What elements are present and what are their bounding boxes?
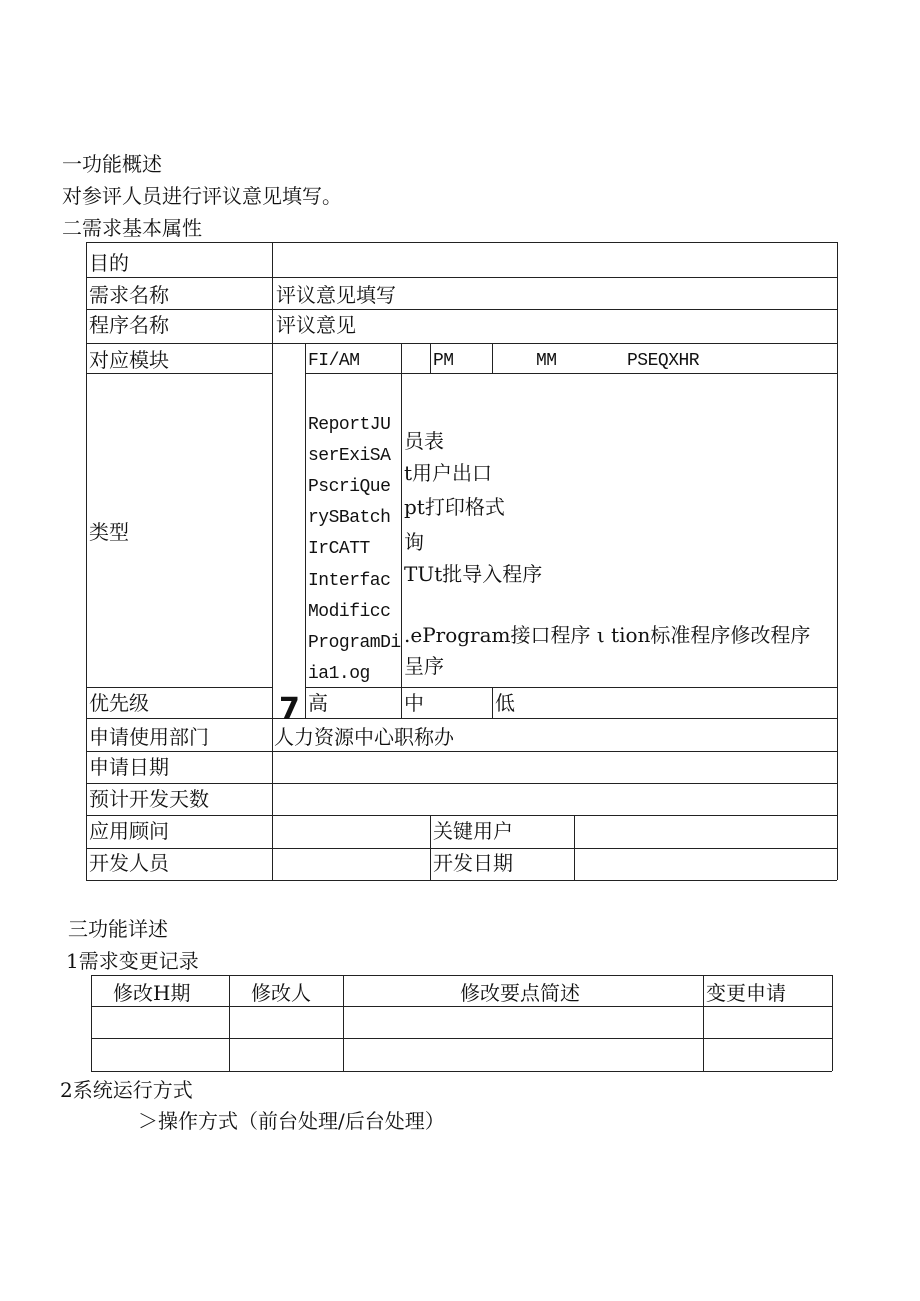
change-log-header-request: 变更申请: [706, 981, 786, 1005]
type-description-line: TUt批导入程序: [404, 562, 543, 586]
type-option-line: IrCATT: [308, 539, 370, 559]
purpose-label: 目的: [89, 251, 129, 275]
section-detail-heading: 三功能详述: [68, 917, 168, 941]
type-description-line: pt打印格式: [404, 495, 505, 519]
program-name-label: 程序名称: [89, 313, 169, 337]
developer-label: 开发人员: [89, 851, 169, 875]
change-log-header-date: 修改H期: [113, 981, 191, 1005]
type-option-line: Modificc: [308, 602, 391, 622]
priority-label: 优先级: [89, 691, 149, 715]
run-mode-text: ＞操作方式（前台处理/后台处理）: [138, 1109, 445, 1133]
department-label: 申请使用部门: [89, 725, 209, 749]
change-log-header-modifier: 修改人: [251, 981, 311, 1005]
module-label: 对应模块: [89, 348, 169, 372]
module-option: MM: [536, 351, 557, 371]
program-name-value: 评议意见: [276, 313, 356, 337]
change-log-heading: 1需求变更记录: [66, 949, 199, 973]
marker-seven: 7: [279, 692, 300, 727]
type-option-line: Interfac: [308, 571, 391, 591]
type-description-line: 呈序: [404, 654, 444, 678]
change-log-header-summary: 修改要点简述: [460, 981, 580, 1005]
type-label: 类型: [89, 520, 129, 544]
overview-text: 对参评人员进行评议意见填写。: [62, 184, 342, 208]
type-option-line: ProgramDi: [308, 633, 401, 653]
type-description-line: t用户出口: [404, 461, 493, 485]
module-option: FI/AM: [308, 351, 360, 371]
department-value: 人力资源中心职称办: [274, 725, 454, 749]
consultant-label: 应用顾问: [89, 819, 169, 843]
section-overview-heading: 一功能概述: [62, 152, 162, 176]
type-option-line: ReportJU: [308, 415, 391, 435]
type-description-line: 询: [404, 530, 424, 554]
development-date-label: 开发日期: [433, 851, 513, 875]
application-date-label: 申请日期: [89, 755, 169, 779]
module-option: PSEQXHR: [627, 351, 700, 371]
run-mode-heading: 2系统运行方式: [60, 1078, 193, 1102]
requirement-name-value: 评议意见填写: [276, 283, 396, 307]
priority-option-high: 高: [308, 691, 328, 715]
type-description-line: .eProgram接口程序 ι tion标准程序修改程序: [404, 623, 811, 647]
type-option-line: PscriQue: [308, 477, 391, 497]
estimated-days-label: 预计开发天数: [89, 787, 209, 811]
type-option-line: serExiSA: [308, 446, 391, 466]
module-option: PM: [433, 351, 454, 371]
type-option-line: ia1.og: [308, 664, 370, 684]
requirement-name-label: 需求名称: [89, 283, 169, 307]
type-option-line: rySBatch: [308, 508, 391, 528]
priority-option-low: 低: [495, 691, 515, 715]
priority-option-medium: 中: [404, 691, 424, 715]
section-basic-attributes-heading: 二需求基本属性: [62, 216, 202, 240]
type-description-line: 员表: [404, 429, 444, 453]
key-user-label: 关键用户: [433, 819, 513, 843]
